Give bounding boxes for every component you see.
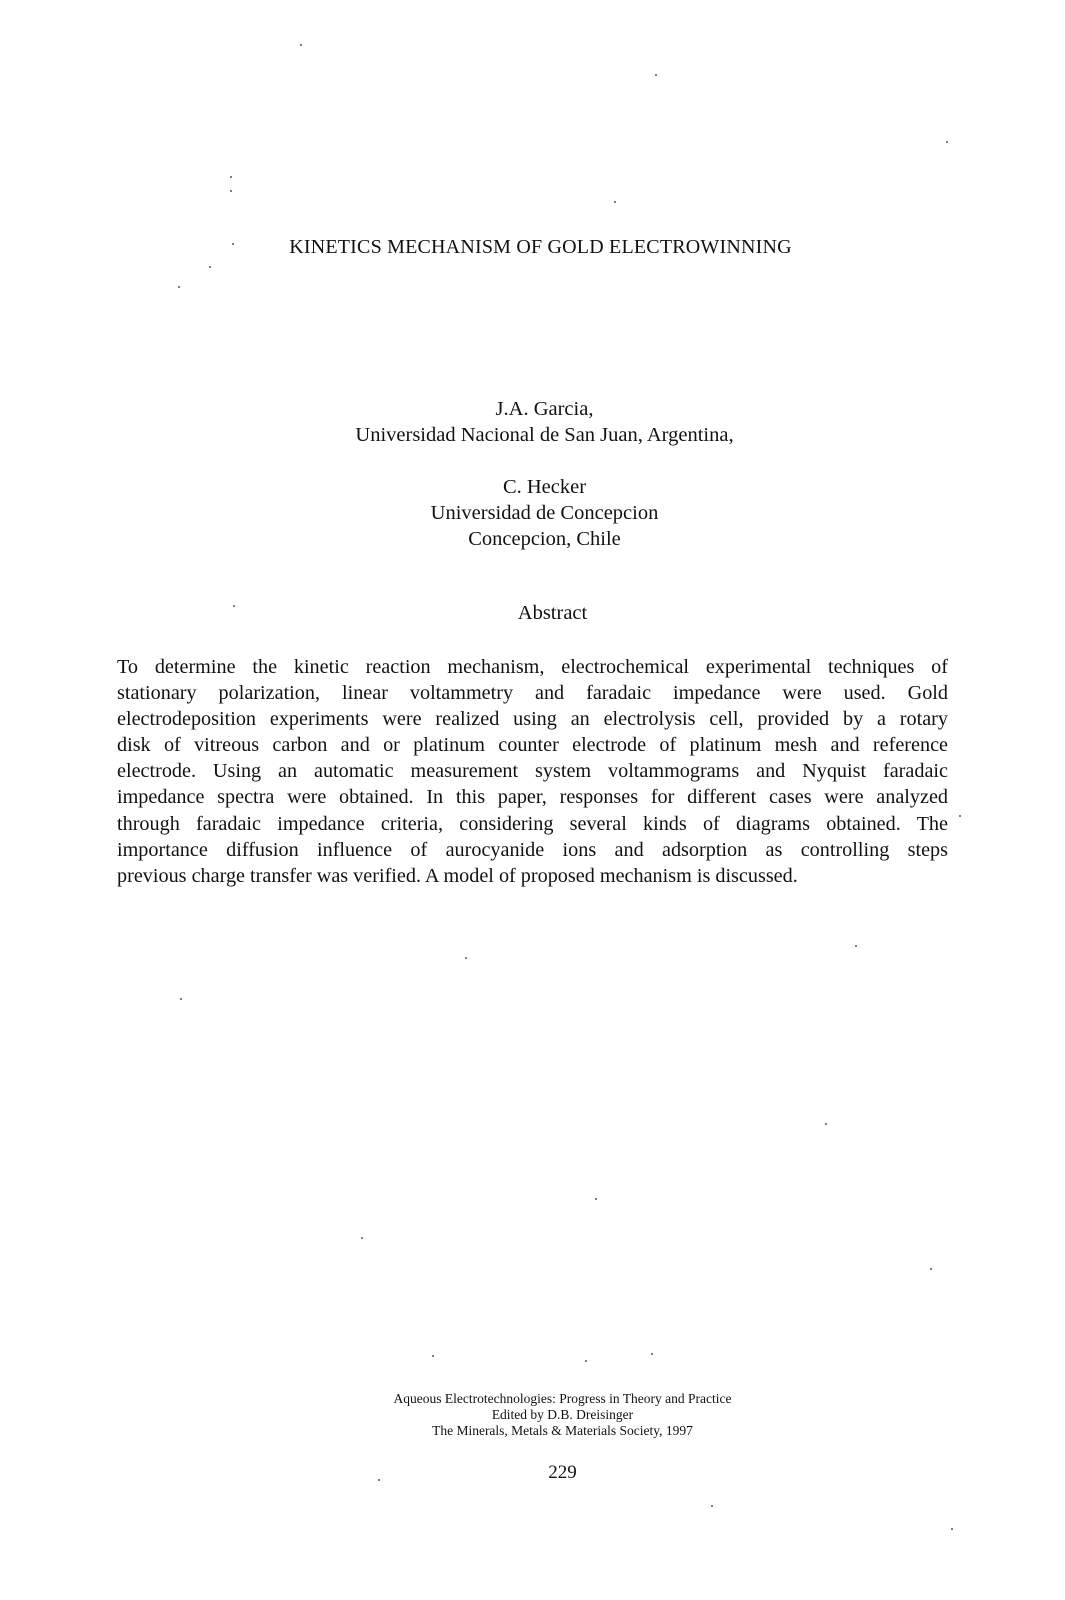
author-affiliation: Concepcion, Chile: [468, 528, 621, 550]
footer-book-title: Aqueous Electrotechnologies: Progress in Theory and Practice: [393, 1391, 732, 1406]
scan-speck: [585, 1360, 587, 1362]
abstract-line: disk of vitreous carbon and or platinum counter electrode of platinum mesh and reference: [117, 734, 948, 757]
scan-speck: [614, 201, 616, 203]
abstract-line: impedance spectra were obtained. In this paper, responses for different cases were analyzed: [117, 786, 948, 809]
scan-speck: [930, 1268, 932, 1270]
publication-footer: [0, 1391, 1065, 1439]
author-block-2: [12, 474, 1065, 552]
page-number: 229: [548, 1462, 577, 1483]
scan-speck: [595, 1198, 597, 1200]
scan-speck: [465, 957, 467, 959]
author-affiliation: Universidad Nacional de San Juan, Argentina,: [355, 424, 734, 446]
author-affiliation: Universidad de Concepcion: [430, 502, 659, 524]
abstract-line: To determine the kinetic reaction mechanism, electrochemical experimental techniques of: [117, 656, 948, 678]
author-name: C. Hecker: [502, 476, 587, 498]
scan-speck: [711, 1505, 713, 1507]
scan-speck: [378, 1479, 380, 1481]
scan-speck: [230, 190, 232, 192]
scan-speck: [230, 176, 232, 178]
scan-speck: [951, 1528, 953, 1530]
scan-speck: [232, 243, 234, 245]
scan-speck: [855, 945, 857, 947]
footer-editor: Edited by D.B. Dreisinger: [491, 1407, 634, 1422]
author-name: J.A. Garcia,: [495, 398, 594, 420]
scan-speck: [651, 1353, 653, 1355]
abstract-line: electrode. Using an automatic measurement system voltammograms and Nyquist faradaic: [117, 760, 948, 783]
abstract-line: through faradaic impedance criteria, considering several kinds of diagrams obtained. The: [117, 812, 948, 835]
abstract-heading: Abstract: [517, 602, 588, 624]
abstract-line: previous charge transfer was verified. A model of proposed mechanism is discussed.: [117, 864, 798, 887]
paper-title: KINETICS MECHANISM OF GOLD ELECTROWINNING: [289, 236, 792, 258]
abstract-body: [117, 654, 948, 889]
scan-speck: [655, 74, 657, 76]
footer-publisher: The Minerals, Metals & Materials Society, 1997: [432, 1423, 693, 1438]
scan-speck: [180, 998, 182, 1000]
abstract-line: stationary polarization, linear voltammetry and faradaic impedance were used. Gold: [117, 682, 948, 705]
author-block-1: [12, 396, 1065, 448]
scan-speck: [946, 141, 948, 143]
abstract-line: electrodeposition experiments were realized using an electrolysis cell, provided by a rotary: [117, 708, 948, 731]
scan-speck: [432, 1355, 434, 1357]
scan-speck: [825, 1123, 827, 1125]
scan-speck: [209, 266, 211, 268]
scan-speck: [178, 286, 180, 288]
abstract-line: importance diffusion influence of aurocyanide ions and adsorption as controlling steps: [117, 838, 948, 861]
scan-speck: [361, 1237, 363, 1239]
scan-speck: [233, 605, 235, 607]
scan-speck: [300, 44, 302, 46]
scan-speck: [959, 815, 961, 817]
